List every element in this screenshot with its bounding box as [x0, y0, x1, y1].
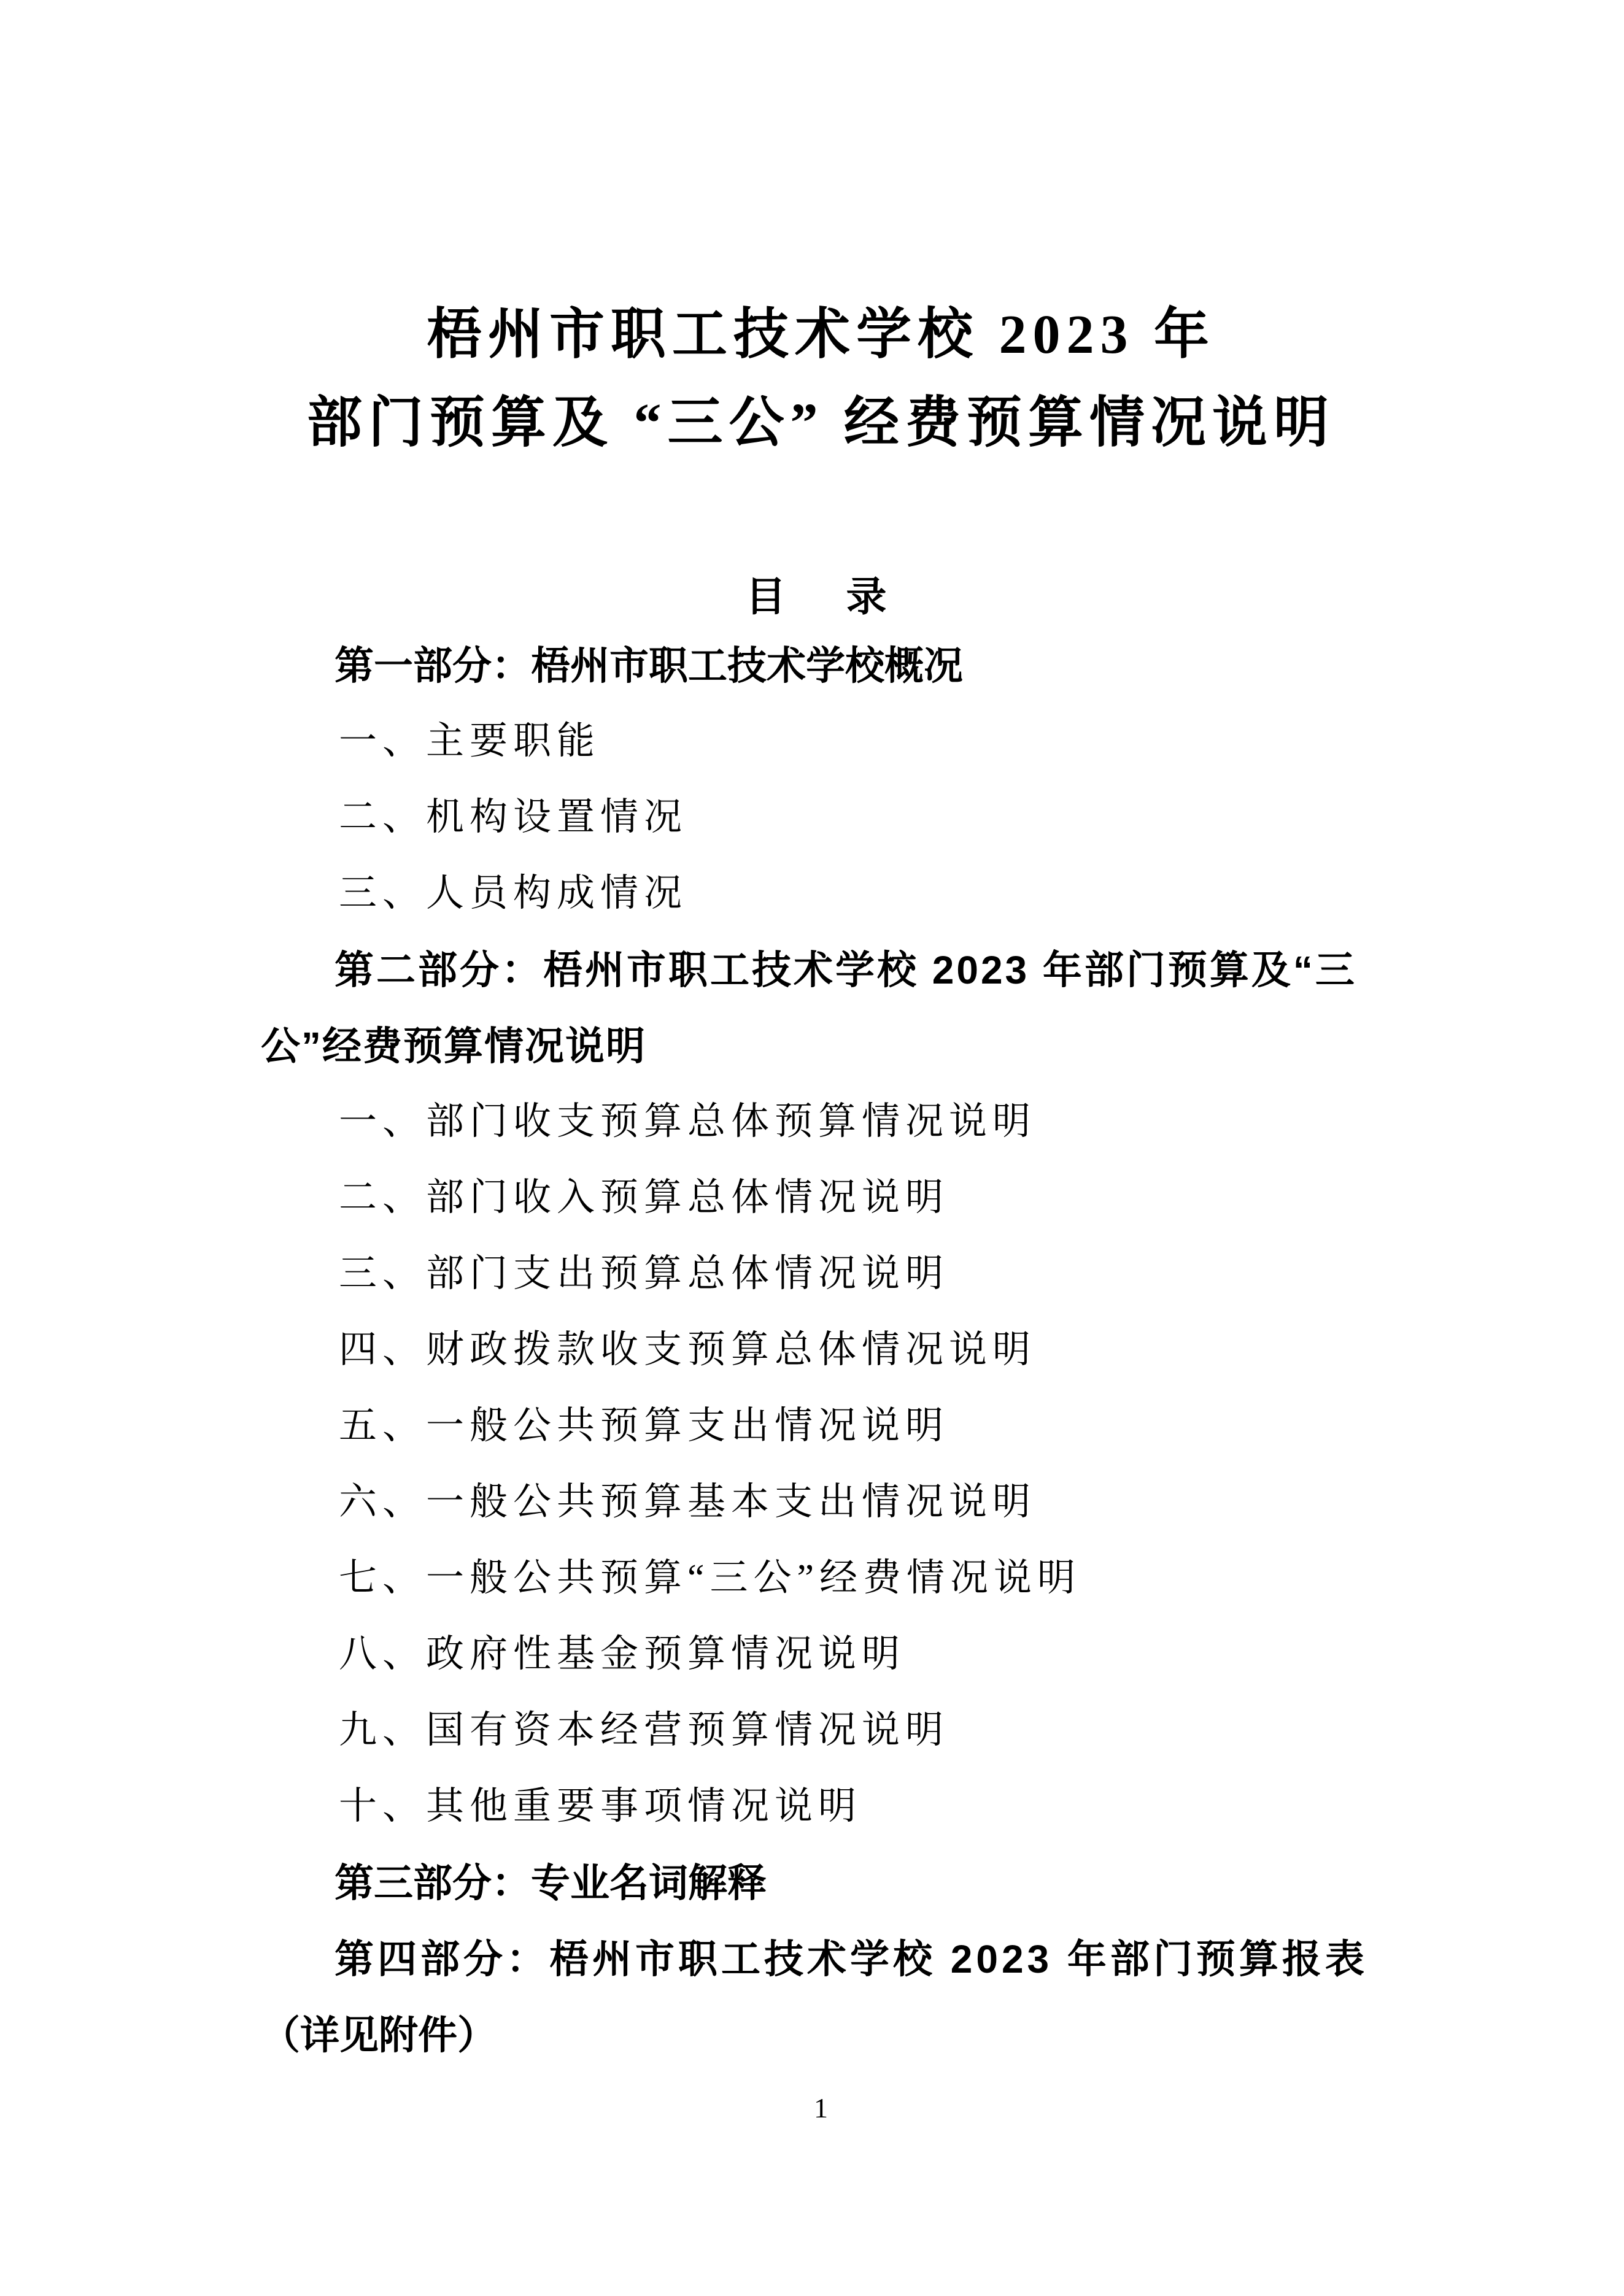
toc-attachment-note: （详见附件） [261, 2013, 497, 2057]
toc-part2-heading-line1: 第二部分：梧州市职工技术学校 2023 年部门预算及“三 [334, 948, 1357, 992]
toc-item: 一、主要职能 [339, 720, 601, 762]
toc-item: 七、一般公共预算“三公”经费情况说明 [339, 1557, 1081, 1599]
toc-item: 九、国有资本经营预算情况说明 [339, 1709, 949, 1751]
document-title-line-2: 部门预算及 “三公” 经费预算情况说明 [307, 393, 1335, 453]
toc-item: 二、部门收入预算总体情况说明 [339, 1177, 949, 1219]
toc-part1-heading: 第一部分：梧州市职工技术学校概况 [334, 644, 963, 688]
page-number: 1 [814, 2092, 828, 2124]
toc-item: 八、政府性基金预算情况说明 [339, 1633, 906, 1675]
toc-item: 二、机构设置情况 [339, 796, 688, 838]
toc-heading: 目 录 [745, 574, 897, 619]
toc-part4-heading: 第四部分：梧州市职工技术学校 2023 年部门预算报表 [334, 1937, 1368, 1981]
toc-item: 一、部门收支预算总体预算情况说明 [339, 1101, 1037, 1142]
toc-part2-heading-line2: 公”经费预算情况说明 [261, 1024, 646, 1068]
document-title-line-1: 梧州市职工技术学校 2023 年 [427, 304, 1215, 365]
toc-item: 五、一般公共预算支出情况说明 [339, 1405, 949, 1447]
toc-item: 三、人员构成情况 [339, 873, 688, 914]
toc-item: 四、财政拨款收支预算总体情况说明 [339, 1329, 1037, 1371]
toc-item: 六、一般公共预算基本支出情况说明 [339, 1481, 1037, 1523]
toc-part3-heading: 第三部分：专业名词解释 [334, 1861, 767, 1905]
toc-item: 十、其他重要事项情况说明 [339, 1786, 862, 1827]
toc-item: 三、部门支出预算总体情况说明 [339, 1253, 949, 1295]
